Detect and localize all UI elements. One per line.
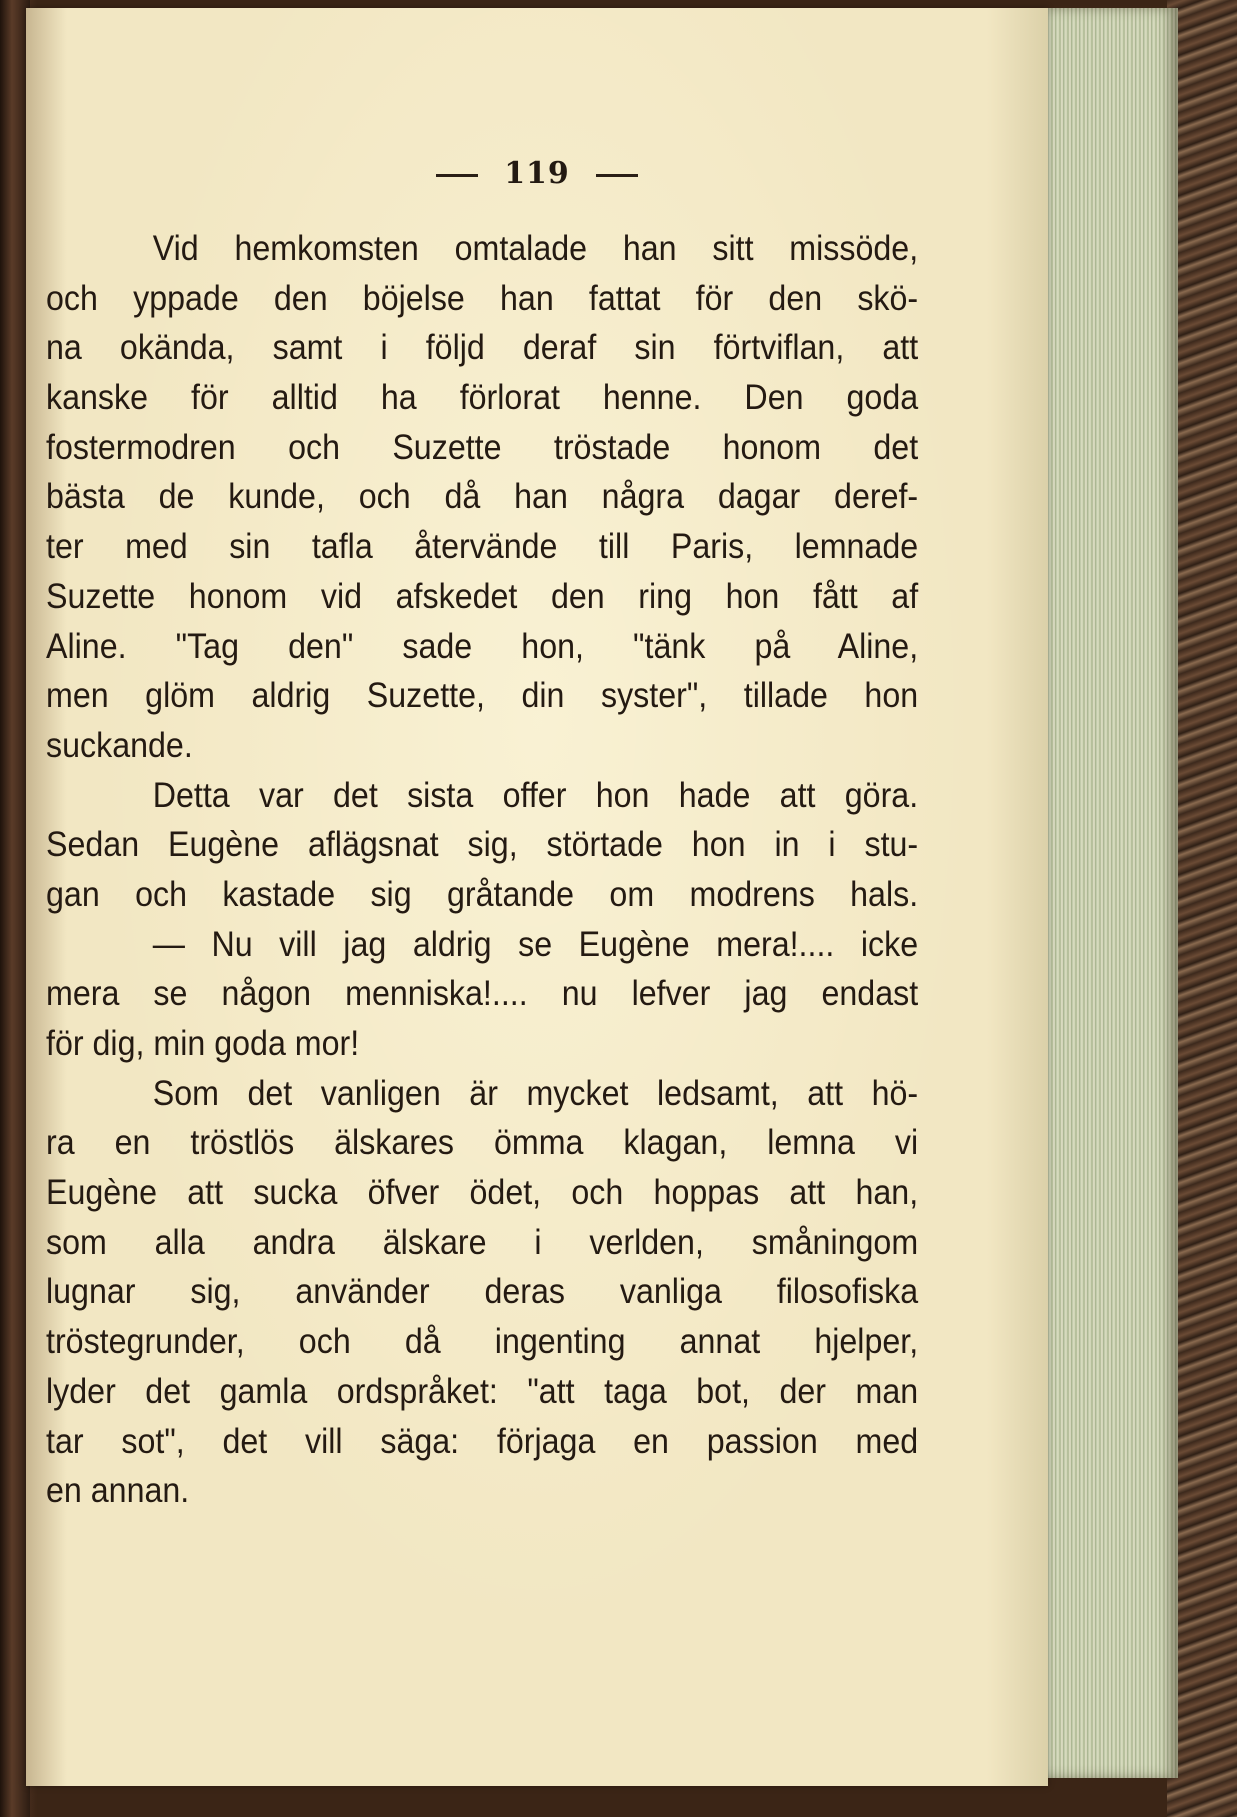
book-page	[26, 8, 1048, 1786]
page-number: 119	[504, 156, 570, 191]
text-line: bästa de kunde, och då han några dagar deref-	[46, 477, 919, 517]
text-line: lugnar sig, använder deras vanliga filosofiska	[46, 1272, 919, 1312]
text-line: tröstegrunder, och då ingenting annat hjelper,	[46, 1322, 919, 1362]
text-line: och yppade den böjelse han fattat för den skö-	[46, 278, 919, 318]
text-line: kanske för alltid ha förlorat henne. Den goda	[46, 378, 919, 418]
text-line: Suzette honom vid afskedet den ring hon fått af	[46, 576, 919, 616]
text-line: Sedan Eugène aflägsnat sig, störtade hon in i stu-	[46, 825, 919, 865]
text-line: gan och kastade sig gråtande om modrens hals.	[46, 874, 919, 914]
text-line: suckande.	[46, 725, 193, 765]
text-line: som alla andra älskare i verlden, småningom	[46, 1222, 919, 1262]
text-line: — Nu vill jag aldrig se Eugène mera!.... icke	[152, 924, 919, 964]
page-edges	[1040, 8, 1178, 1778]
text-line: mera se någon menniska!.... nu lefver jag endast	[46, 974, 919, 1014]
text-line: Aline. "Tag den" sade hon, "tänk på Aline,	[46, 626, 919, 666]
text-line: lyder det gamla ordspråket: "att taga bot, der man	[46, 1371, 919, 1411]
text-line: Eugène att sucka öfver ödet, och hoppas att han,	[46, 1173, 919, 1213]
dash-right	[596, 174, 638, 177]
text-line: Vid hemkomsten omtalade han sitt missöde,	[152, 229, 919, 268]
text-line: en annan.	[46, 1471, 190, 1511]
text-line: tar sot", det vill säga: förjaga en passion med	[46, 1421, 919, 1461]
text-line: men glöm aldrig Suzette, din syster", tillade hon	[46, 676, 919, 716]
text-line: ra en tröstlös älskares ömma klagan, lemna vi	[46, 1123, 919, 1163]
dash-left	[436, 174, 478, 177]
body-text	[46, 224, 918, 1516]
text-line: na okända, samt i följd deraf sin förtviflan, att	[46, 328, 919, 368]
text-line: ter med sin tafla återvände till Paris, lemnade	[46, 527, 919, 567]
text-line: Detta var det sista offer hon hade att göra.	[152, 775, 919, 815]
text-line: för dig, min goda mor!	[46, 1024, 360, 1063]
page-number-header	[26, 156, 1048, 191]
text-line: Som det vanligen är mycket ledsamt, att hö-	[152, 1073, 919, 1113]
text-line: fostermodren och Suzette tröstade honom det	[46, 427, 919, 467]
